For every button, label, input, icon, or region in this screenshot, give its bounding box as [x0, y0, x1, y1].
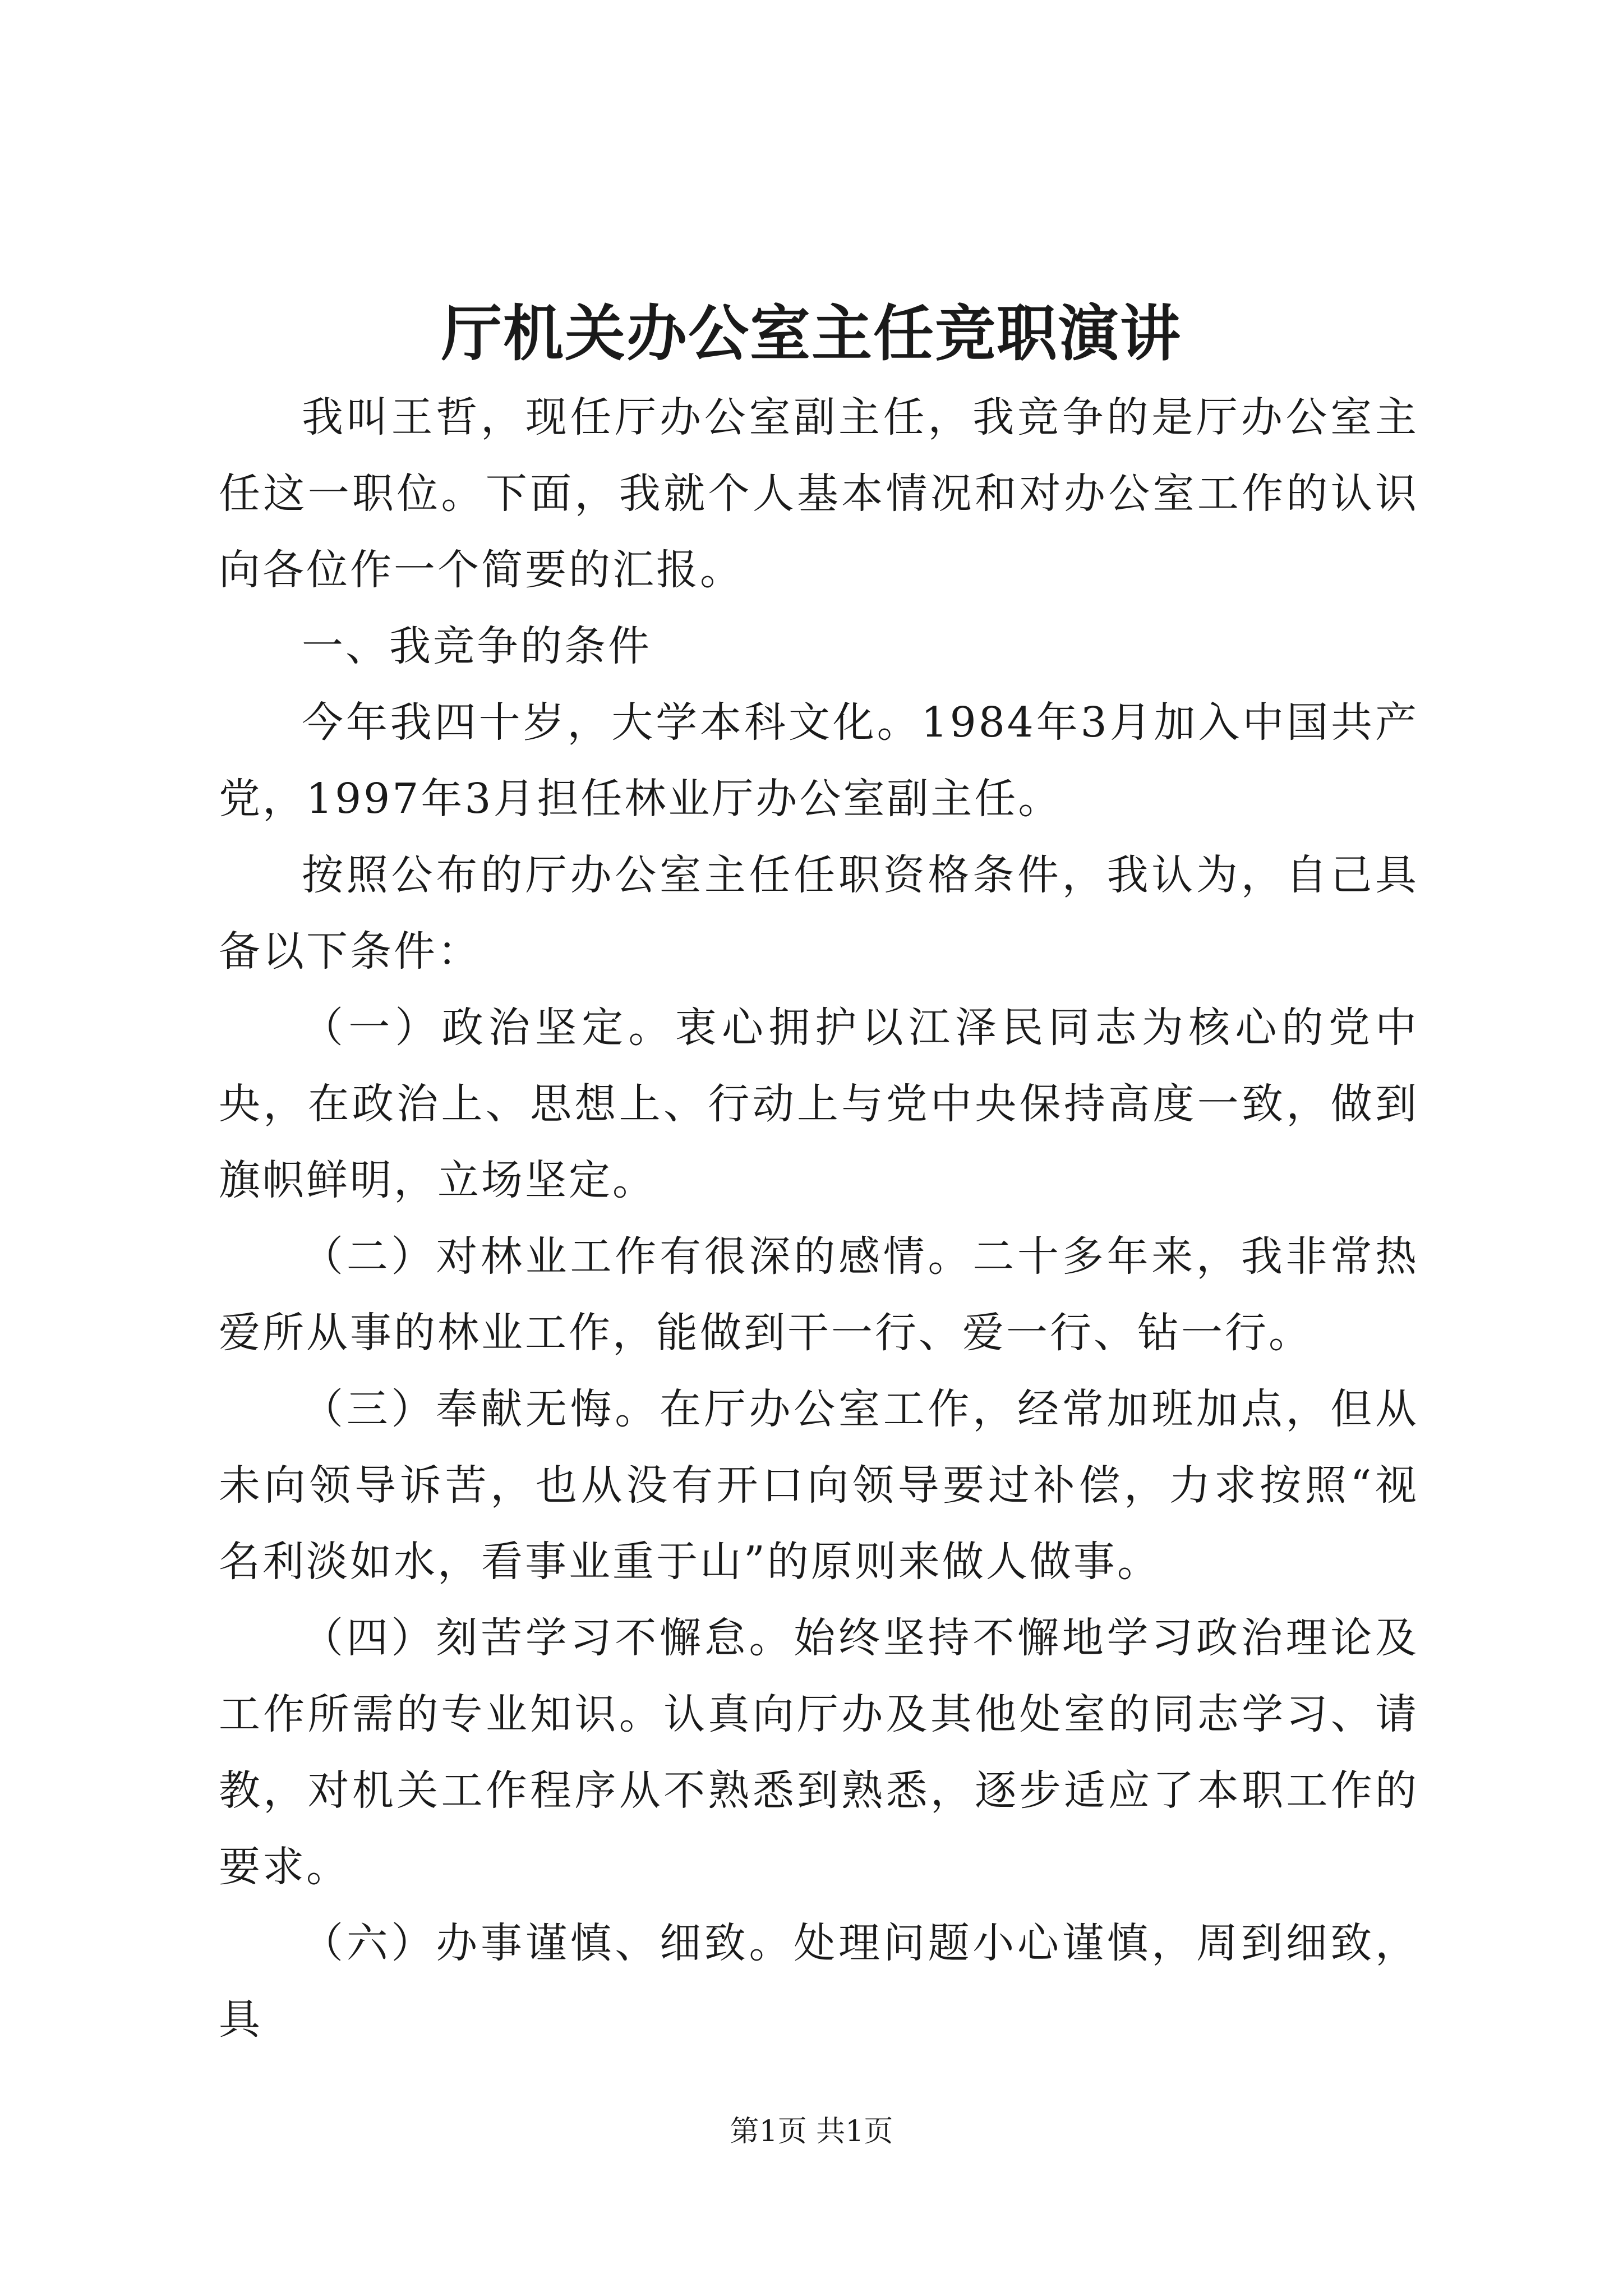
section-heading: 一、我竞争的条件 [302, 622, 652, 670]
page-footer: 第1页 共1页 [730, 2115, 893, 2148]
paragraph-intro: 我叫王哲，现任厅办公室副主任，我竞争的是厅办公室主任这一职位。下面，我就个人基本情况和对办公室工作的认识向各位作一个简要的汇报。 [219, 393, 1419, 594]
paragraph-condition-6: （六）办事谨慎、细致。处理问题小心谨慎，周到细致，具 [219, 1919, 1419, 2044]
paragraph-condition-4: （四）刻苦学习不懈怠。始终坚持不懈地学习政治理论及工作所需的专业知识。认真向厅办及其他处室的同志学习、请教，对机关工作程序从不熟悉到熟悉，逐步适应了本职工作的要求。 [219, 1614, 1419, 1891]
document-title: 厅机关办公室主任竞职演讲 [441, 298, 1182, 369]
document-body [219, 379, 1419, 2058]
paragraph-condition-2: （二）对林业工作有很深的感情。二十多年来，我非常热爱所从事的林业工作，能做到干一行、爱一行、钻一行。 [219, 1232, 1419, 1357]
paragraph-background: 今年我四十岁，大学本科文化。1984年3月加入中国共产党，1997年3月担任林业厅办公室副主任。 [219, 698, 1419, 823]
paragraph-conditions-intro: 按照公布的厅办公室主任任职资格条件，我认为，自己具备以下条件： [219, 851, 1419, 976]
paragraph-condition-1: （一）政治坚定。衷心拥护以江泽民同志为核心的党中央，在政治上、思想上、行动上与党中央保持高度一致，做到旗帜鲜明，立场坚定。 [219, 1004, 1419, 1204]
paragraph-condition-3: （三）奉献无悔。在厅办公室工作，经常加班加点，但从未向领导诉苦，也从没有开口向领导要过补偿，力求按照“视名利淡如水，看事业重于山”的原则来做人做事。 [219, 1385, 1419, 1586]
